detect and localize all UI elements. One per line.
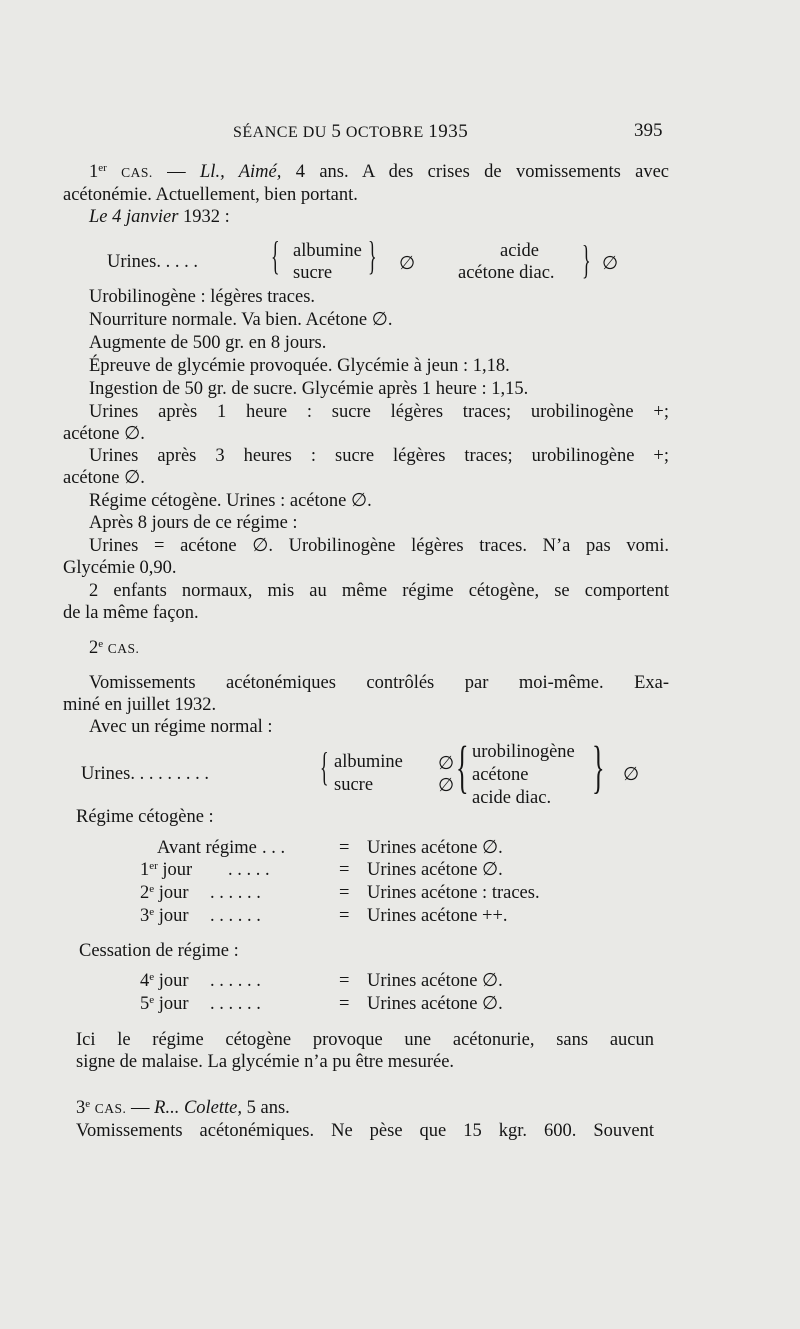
case2-empty-albumine: ∅ xyxy=(438,754,455,774)
case1-text-line: Urobilinogène : légères traces. xyxy=(89,287,316,307)
regime-dots: . . . . . xyxy=(228,860,270,880)
regime-eq: = xyxy=(339,860,350,880)
regime-row: 1er jour xyxy=(140,860,193,880)
brace-right: } xyxy=(592,734,605,799)
case1-text-line: Glycémie 0,90. xyxy=(63,558,177,578)
regime-dots: . . . . . . xyxy=(210,994,261,1014)
case1-acetone-diac: acétone diac. xyxy=(458,263,555,283)
case1-empty1: ∅ xyxy=(399,254,416,274)
regime-row: 5e jour xyxy=(140,994,189,1014)
regime-eq: = xyxy=(339,838,350,858)
case1-text-line: Urines après 3 heures : sucre légères traces; urobilinogène +; xyxy=(89,446,669,466)
regime-value: Urines acétone ∅. xyxy=(367,971,503,991)
case3-line2: Vomissements acétonémiques. Ne pèse que 15 kgr. 600. Souvent xyxy=(76,1121,654,1141)
case1-text-line: de la même façon. xyxy=(63,603,199,623)
regime-dots: . . . . . . xyxy=(210,971,261,991)
brace-left: { xyxy=(320,744,329,789)
regime-value: Urines acétone ∅. xyxy=(367,860,503,880)
case1-sucre: sucre xyxy=(293,263,333,283)
case2-conclusion: signe de malaise. La glycémie n’a pu être mesurée. xyxy=(76,1052,455,1072)
case1-text-line: Épreuve de glycémie provoquée. Glycémie à jeun : 1,18. xyxy=(89,356,510,376)
regime-dots: . . . . . . xyxy=(210,883,261,903)
regime-row: 4e jour xyxy=(140,971,189,991)
running-header: SÉANCE DU 5 OCTOBRE 1935 xyxy=(233,121,469,142)
case1-text-line: Nourriture normale. Va bien. Acétone ∅. xyxy=(89,310,393,330)
case2-line1: Vomissements acétonémiques contrôlés par moi-même. Exa- xyxy=(89,673,669,693)
case2-line2: miné en juillet 1932. xyxy=(63,695,217,715)
case1-heading: 1er CAS. — Ll., Aimé, 4 ans. A des crises de vomissements avec xyxy=(89,162,670,182)
regime-eq: = xyxy=(339,994,350,1014)
case1-empty2: ∅ xyxy=(602,254,619,274)
case3-heading: 3e CAS. — R... Colette, 5 ans. xyxy=(76,1098,290,1118)
case2-conclusion: Ici le régime cétogène provoque une acétonurie, sans aucun xyxy=(76,1030,654,1050)
case2-urobilinogene: urobilinogène xyxy=(472,742,575,762)
case1-text-line: Après 8 jours de ce régime : xyxy=(89,513,298,533)
case2-sucre: sucre xyxy=(334,775,374,795)
brace-right: } xyxy=(368,233,377,278)
case1-line2: acétonémie. Actuellement, bien portant. xyxy=(63,185,358,205)
page-number: 395 xyxy=(634,120,663,141)
regime-value: Urines acétone : traces. xyxy=(367,883,540,903)
regime-eq: = xyxy=(339,971,350,991)
case2-cessation: Cessation de régime : xyxy=(79,941,239,961)
regime-eq: = xyxy=(339,883,350,903)
case2-line3: Avec un régime normal : xyxy=(89,717,273,737)
regime-row: 3e jour xyxy=(140,906,189,926)
case1-text-line: acétone ∅. xyxy=(63,424,145,444)
case2-acide-diac: acide diac. xyxy=(472,788,552,808)
case2-heading: 2e CAS. xyxy=(89,638,140,658)
regime-dots: . . . . . . xyxy=(210,906,261,926)
case1-text-line: 2 enfants normaux, mis au même régime cétogène, se comportent xyxy=(89,581,669,601)
case2-empty-right: ∅ xyxy=(623,765,640,785)
regime-value: Urines acétone ∅. xyxy=(367,994,503,1014)
brace-right: } xyxy=(582,237,591,282)
case2-acetone: acétone xyxy=(472,765,529,785)
case1-text-line: Régime cétogène. Urines : acétone ∅. xyxy=(89,491,372,511)
case1-albumine: albumine xyxy=(293,241,362,261)
case1-text-line: acétone ∅. xyxy=(63,468,145,488)
case2-empty-sucre: ∅ xyxy=(438,776,455,796)
case2-urines-label: Urines. . . . . . . . . xyxy=(81,764,209,784)
case2-regime: Régime cétogène : xyxy=(76,807,214,827)
regime-value: Urines acétone ∅. xyxy=(367,838,503,858)
regime-row: 2e jour xyxy=(140,883,189,903)
case2-albumine: albumine xyxy=(334,752,403,772)
brace-left: { xyxy=(271,233,280,278)
case1-text-line: Urines après 1 heure : sucre légères traces; urobilinogène +; xyxy=(89,402,669,422)
regime-row: Avant régime xyxy=(157,838,257,858)
case1-text-line: Urines = acétone ∅. Urobilinogène légères traces. N’a pas vomi. xyxy=(89,536,669,556)
case1-text-line: Ingestion de 50 gr. de sucre. Glycémie après 1 heure : 1,15. xyxy=(89,379,529,399)
regime-dots: . . . xyxy=(262,838,286,858)
case1-urines-label: Urines. . . . . xyxy=(107,252,198,272)
case1-acide: acide xyxy=(500,241,540,261)
regime-eq: = xyxy=(339,906,350,926)
case1-text-line: Augmente de 500 gr. en 8 jours. xyxy=(89,333,327,353)
brace-left: { xyxy=(456,734,469,799)
regime-value: Urines acétone ++. xyxy=(367,906,508,926)
case1-date: Le 4 janvier 1932 : xyxy=(89,207,230,227)
